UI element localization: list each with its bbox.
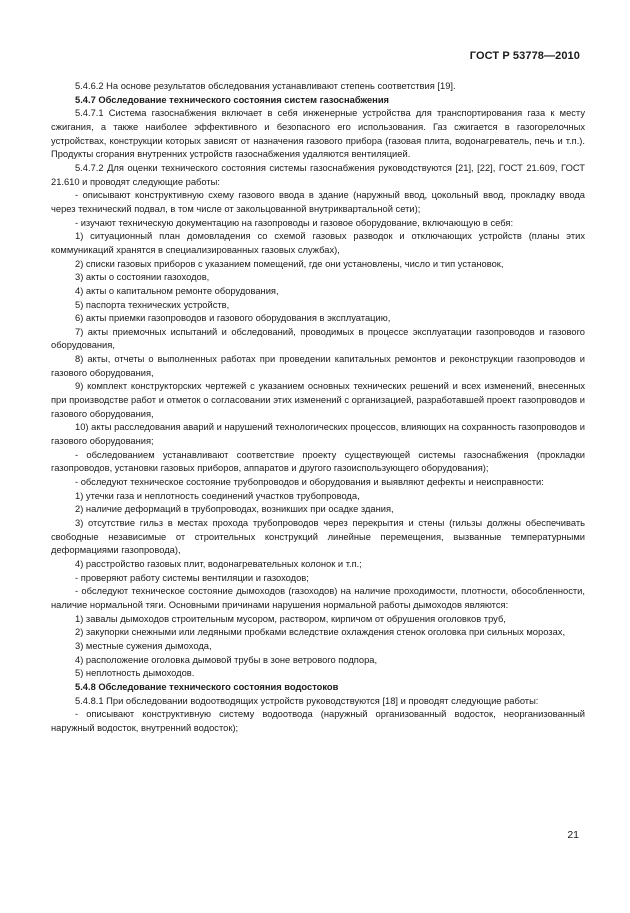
paragraph: - обследованием устанавливают соответствие проекту существующей системы газоснабжения (прокладки газопроводов, установки газовых приборов, аппаратов и другого газоиспользующего оборудования);	[51, 449, 585, 474]
paragraph: - проверяют работу системы вентиляции и газоходов;	[75, 572, 309, 583]
document-body	[51, 80, 585, 736]
paragraph: 2) закупорки снежными или ледяными пробками вследствие охлаждения стенок оголовка при сильных морозах,	[75, 627, 566, 638]
paragraph: 5.4.7.2 Для оценки технического состояния системы газоснабжения руководствуются [21], [22], ГОСТ 21.609, ГОСТ 21.610 и проводят следующие работы:	[51, 162, 585, 187]
paragraph: 8) акты, отчеты о выполненных работах при проведении капитальных ремонтов и реконструкции газопроводов и газового оборудования,	[51, 354, 585, 378]
paragraph: 5.4.8.1 При обследовании водоотводящих устройств руководствуются [18] и проводят следующие работы:	[75, 695, 539, 706]
page-number: 21	[567, 829, 579, 841]
paragraph: 10) акты расследования аварий и нарушений технологических процессов, влияющих на сохранность газопроводов и газового оборудования;	[51, 422, 585, 447]
paragraph: - обследуют техническое состояние трубопроводов и оборудования и выявляют дефекты и неисправности:	[75, 477, 544, 488]
paragraph: 6) акты приемки газопроводов и газового оборудования в эксплуатацию,	[75, 313, 391, 324]
paragraph: 5.4.7.1 Система газоснабжения включает в себя инженерные устройства для транспортирования газа к месту сжигания, а также наиболее эффективного и безопасного его использования. Газ сжигается в газогорелочных устройствах, конструкции которых зависят от назначения газового прибора (газовая плита, водонагреватель, печь и т.п.). Продукты сгорания внутренних устройств газоснабжения удаляются вентиляцией.	[51, 108, 585, 160]
paragraph: 5.4.6.2 На основе результатов обследования устанавливают степень соответствия [19].	[75, 81, 456, 91]
paragraph: 7) акты приемочных испытаний и обследований, проводимых в процессе эксплуатации газопроводов и газового оборудования,	[51, 326, 585, 351]
paragraph: - изучают техническую документацию на газопроводы и газовое оборудование, включающую в себя:	[75, 217, 514, 228]
paragraph: 4) акты о капитальном ремонте оборудования,	[75, 285, 279, 296]
section-heading: 5.4.7 Обследование технического состояния систем газоснабжения	[75, 94, 390, 105]
document-header-code: ГОСТ Р 53778—2010	[469, 50, 580, 62]
paragraph: 3) отсутствие гильз в местах прохода трубопроводов через перекрытия и стены (гильзы должны обеспечивать свободные независимые от строительных конструкций линейные перемещения, вызванные температурными деформациями газопровода),	[51, 518, 585, 556]
paragraph: 2) наличие деформаций в трубопроводах, возникших при осадке здания,	[75, 504, 394, 515]
paragraph: 3) акты о состоянии газоходов,	[75, 272, 210, 283]
paragraph: 1) завалы дымоходов строительным мусором, раствором, кирпичом от обрушения оголовков труб,	[75, 613, 506, 624]
paragraph: - описывают конструктивную схему газового ввода в здание (наружный ввод, цокольный ввод, прокладку ввода через технический подвал, в том числе от закольцованной внутриквартальной сети);	[51, 190, 585, 214]
paragraph: 9) комплект конструкторских чертежей с указанием основных технических решений и всех изменений, внесенных при производстве работ и отметок о согласовании этих изменений с организацией, разработавшей проект газопроводов и газового оборудования,	[51, 381, 585, 419]
paragraph: - обследуют техническое состояние дымоходов (газоходов) на наличие проходимости, плотности, обособленности, наличие нормальной тяги. Основными причинами нарушения нормальной работы дымоходов являются:	[51, 586, 585, 610]
paragraph: 4) расстройство газовых плит, водонагревательных колонок и т.п.;	[75, 558, 362, 569]
paragraph: 4) расположение оголовка дымовой трубы в зоне ветрового подпора,	[75, 654, 378, 665]
paragraph: 1) ситуационный план домовладения со схемой газовых разводок и отключающих устройств (планы этих коммуникаций хранятся в специализированных газовых службах),	[51, 231, 585, 255]
paragraph: 3) местные сужения дымохода,	[75, 640, 212, 651]
paragraph: 2) списки газовых приборов с указанием помещений, где они установлены, число и тип установок,	[75, 258, 504, 269]
paragraph: - описывают конструктивную систему водоотвода (наружный организованный водосток, неорганизованный наружный водосток, внутренний водосток);	[51, 709, 585, 733]
paragraph: 1) утечки газа и неплотность соединений участков трубопровода,	[75, 490, 360, 501]
paragraph: 5) паспорта технических устройств,	[75, 299, 230, 310]
section-heading: 5.4.8 Обследование технического состояния водостоков	[75, 681, 339, 692]
paragraph: 5) неплотность дымоходов.	[75, 668, 195, 679]
